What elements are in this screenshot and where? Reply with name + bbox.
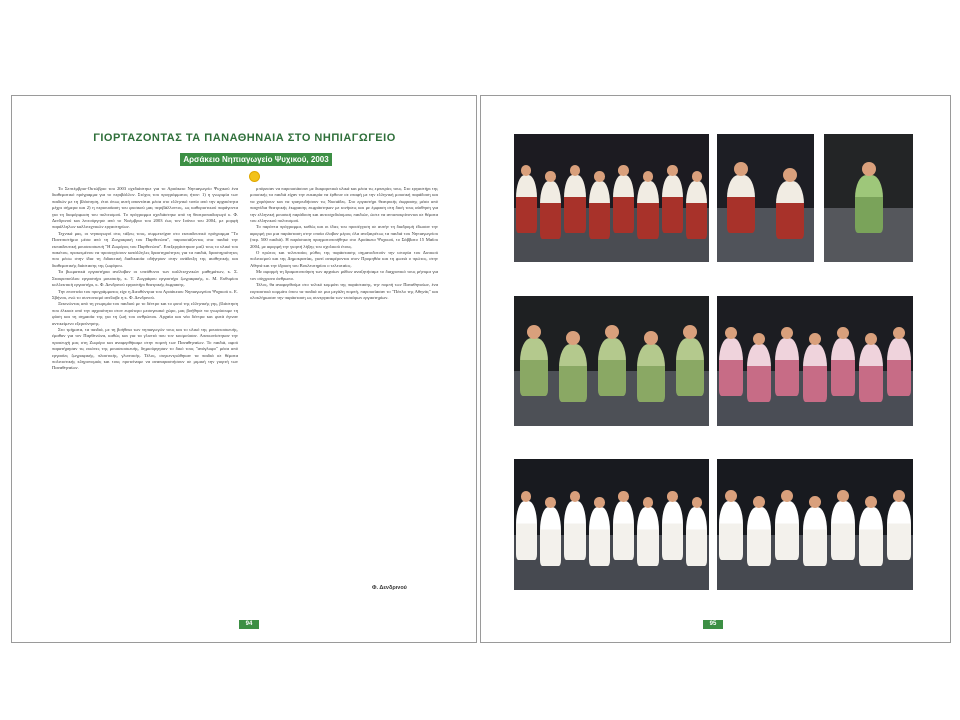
dancer-figure xyxy=(719,501,743,560)
dancer-figure xyxy=(803,507,827,566)
left-column-1 xyxy=(52,186,238,606)
dancer-figure xyxy=(686,507,707,566)
dancer-figure xyxy=(637,344,665,403)
dancer-head xyxy=(566,331,580,345)
page-number-left: 94 xyxy=(239,620,259,629)
dancer-head xyxy=(570,491,581,502)
photo-children-in-white-tunics-row xyxy=(717,459,913,590)
dancer-head xyxy=(692,497,703,508)
dancer-figure xyxy=(887,501,911,560)
dancer-head xyxy=(837,490,849,502)
left-column-2 xyxy=(250,186,438,606)
photo-dancers-in-green-costumes xyxy=(514,296,709,426)
dancer-figure xyxy=(564,175,585,233)
dancer-figure xyxy=(613,175,634,233)
dancer-figure xyxy=(803,344,827,403)
photo-girls-in-red-costumes-group xyxy=(514,134,709,262)
dancer-head xyxy=(865,496,877,508)
dancer-head xyxy=(618,165,629,176)
dancer-head xyxy=(545,171,556,182)
magazine-spread xyxy=(11,95,951,643)
dancer-figure xyxy=(831,338,855,397)
dancer-figure xyxy=(613,501,634,560)
dancer-head xyxy=(809,496,821,508)
dancer-head xyxy=(753,333,765,345)
dancer-head xyxy=(570,165,581,176)
dancer-figure xyxy=(540,181,561,239)
dancer-figure xyxy=(747,344,771,403)
dancer-head xyxy=(893,490,905,502)
dancer-figure xyxy=(637,507,658,566)
right-page xyxy=(480,95,951,643)
dancer-figure xyxy=(662,175,683,233)
dancer-head xyxy=(683,325,697,339)
left-page xyxy=(11,95,477,643)
dancer-head xyxy=(781,490,793,502)
dancer-figure xyxy=(776,181,804,239)
dancer-figure xyxy=(516,501,537,560)
paragraph: Την εποπτεία του προγράμματος είχε η Διευθύντρια του Αρσάκειου Νηπιαγωγείου Ψυχικού κ. Ε. Σβήνου, ενώ το συντονισμό ανέλαβε η κ. Φ. Δενδρινού. xyxy=(52,288,238,300)
dancer-head xyxy=(781,327,793,339)
dancer-figure xyxy=(887,338,911,397)
dancer-head xyxy=(545,497,556,508)
dancer-head xyxy=(692,171,703,182)
sun-icon xyxy=(250,172,259,181)
paragraph: μπόρεσαν να παρουσιάσουν με διαφορετικά υλικά και μέσα τις εμπειρίες τους. Στο εργαστήρι της μουσικής τα παιδιά είχαν την ευκαιρία να έρθουν σε επαφή με την ελληνική μουσική παράδοση και να χορέψουν και να τραγουδήσουν τις Νυσιάδες. Στο εργαστήρι θεατρικής έκφρασης μέσα από παιχνίδια θεατρικής έκφρασης εκφράστηκαν με κινήσεις και με έμφαση στη δική τους αίσθηση για την ελληνική μουσική παράδοση και αυτοσχεδιάσμους παιδιών, ώστε να ανταποκρίνονται σε θέματα του ελληνικού πολιτισμού. xyxy=(250,186,438,224)
dancer-figure xyxy=(775,501,799,560)
paragraph: Ο πρώτος και τελευταίος μύθος της παράστασης σηματοδοτούν την ιστορία του Δυτικού πολιτισμού και της Δημοκρατίας, γιατί αναφέρονται στον Προμηθέα και τη φωτιά ο πρώτος, στην Αθηνά και την ίδρυση του Βουλευτηρίου ο τελευταίος. xyxy=(250,250,438,268)
dancer-head xyxy=(734,162,748,176)
dancer-figure xyxy=(775,338,799,397)
author-signature: Φ. Δενδρινού xyxy=(372,585,407,591)
dancer-head xyxy=(667,491,678,502)
paragraph: Το Σεπτέμβριο-Οκτώβριο του 2003 σχεδιάστηκε για το Αρσάκειο Νηπιαγωγείο Ψυχικού ένα διαθεματικό πρόγραμμα για το περιβάλλον. Στόχος του προγράμματος ήταν: 1) η γνωριμία των παιδιών με τη βλάστηση, έτσι όπως αυτή απαντάται μέσα στο ελληνικό τοπίο από την αρχαιότητα μέχρι σήμερα και 2) η περιουσίαση του φυσικού μας περιβάλλοντος, ως καθοριστικού παράγοντα για τη διαμόρφωση του πολιτισμού. Το πρόγραμμα σχεδιάστηκε από τη θεατροπαιδαγωγό κ. Φ. Δενδρινού και λειτούργησε από το Νοέμβριο του 2003 έως τον Ιούνιο του 2004, με μορφή παράλληλων καλλιτεχνικών εργαστηρίων. xyxy=(52,186,238,230)
dancer-figure xyxy=(589,181,610,239)
dancer-figure xyxy=(516,175,537,233)
photo-dancers-in-pink-floral-costumes xyxy=(717,296,913,426)
dancer-head xyxy=(644,331,658,345)
dancer-figure xyxy=(686,181,707,239)
dancer-head xyxy=(725,327,737,339)
dancer-head xyxy=(618,491,629,502)
dancer-head xyxy=(862,162,876,176)
photo-girl-in-leaf-costume-arms-up xyxy=(824,134,913,262)
paragraph: Ξεκινώντας από τη γνωριμία του παιδιού με το δέντρο και το φυτό της ελληνικής γης, βλάστηση που έλκυσε από την αρχαιότητα στον ευρύτερο μεσογειακό χώρο, μας βοήθησε να γνωρίσουμε τη φύση και τη σημασία της για τη ζωή του ανθρώπου. Αρχαία και νέα δέντρα και φυτά έγιναν αντικείμενο εξερεύνησης. xyxy=(52,301,238,326)
dancer-figure xyxy=(520,338,548,397)
dancer-head xyxy=(753,496,765,508)
paragraph: Στο τμήματα, τα παιδιά, με τη βοήθεια των νηπιαγωγών τους και το υλικό της μουσειοσκευής, έμαθαν για τον Παρθενώνα, καθώς και για τα γλυπτά που τον κοσμούσαν. Απεικονίστηκαν την προσευχή μας στη Ζωφόρο και αναφερθήκαμε στην πομπή των Παναθηναίων. Το παιδιά, αφού παρατήρησαν τις εικόνες της μουσειοσκευής, δημιούργησαν το δικό τους "ανάγλυφο" μέσα από εργασίες ζωγραφικής, πλαστικής, γλυπτικής. Τέλος, συγκεντρώθηκαν τα παιδιά σε θέματα πολιτιστικής κληρονομιάς και τους προτείναμε να αναπαραστήσουν σε μιμική την γιορτή των Παναθηναίων. xyxy=(52,326,238,371)
dancer-figure xyxy=(831,501,855,560)
dancer-figure xyxy=(859,507,883,566)
dancer-figure xyxy=(747,507,771,566)
paragraph: Με αφορμή τη δραματοποίηση των αρχαίων μύθων αναζητήσαμε το διαχρονικό τους μήνυμα για τον σύγχρονο άνθρωπο. xyxy=(250,269,438,281)
dancer-figure xyxy=(637,181,658,239)
dancer-figure xyxy=(662,501,683,560)
article-subtitle: Αρσάκειο Νηπιαγωγείο Ψυχικού, 2003 xyxy=(180,153,332,166)
page-number-right: 95 xyxy=(703,620,723,629)
dancer-head xyxy=(783,168,797,182)
dancer-figure xyxy=(676,338,704,397)
dancer-figure xyxy=(719,338,743,397)
paragraph: Τεχνικά μας, οι νηπιαγωγοί στις τάξεις τους, συμμετείχαν στο εκπαιδευτικό πρόγραμμα "Το Πανεπιστήμιο μέσα από τη Ζωγραφική του Παρθενώνα", παρουσιάζοντας στα παιδιά την εκπαιδευτική μουσειοσκευή "Η Ζωφόρος του Παρθενώνα". Επεξεργάστηκαν μαζί τους το υλικό του πακέτου, προκειμένου να προσεγγίσουν κατάλληλες δραστηριότητες για τα παιδιά, δραστηριότητες που μέσω στην ίδια τη διδακτική διαδικασία οδήγησαν στην ανάδειξη της αισθητικής και διαθεματικής διάστασης της ζωφόρου. xyxy=(52,230,238,268)
dancer-figure xyxy=(540,507,561,566)
dancer-head xyxy=(527,325,541,339)
dancer-head xyxy=(837,327,849,339)
dancer-figure xyxy=(859,344,883,403)
photo-children-in-white-tunics-with-cloth xyxy=(514,459,709,590)
dancer-head xyxy=(594,497,605,508)
paragraph: Τέλος, θα αναφερθούμε στο τελικό κομμάτι της παράστασης, την πομπή των Παναθηναίων, ένα εορταστικό κομμάτι όπου τα παιδιά σε μια μεγάλη πομπή, παρουσίασαν το "Πέπλο της Αθηνάς" και ολοκλήρωσαν την παράσταση ως συνεργασία των τεσσάρων εργαστηρίων. xyxy=(250,282,438,300)
dancer-figure xyxy=(564,501,585,560)
dancer-head xyxy=(725,490,737,502)
dancer-figure xyxy=(559,344,587,403)
dancer-figure xyxy=(727,175,755,233)
dancer-head xyxy=(893,327,905,339)
dancer-head xyxy=(667,165,678,176)
photo-two-girls-in-red-costumes xyxy=(717,134,814,262)
dancer-figure xyxy=(855,175,883,233)
dancer-head xyxy=(809,333,821,345)
dancer-figure xyxy=(598,338,626,397)
paragraph: Το παρόντα πρόγραμμα, καθώς και οι ίδιες του προσέγγιση σε αυτήν τη διαδρομή έδωσαν την αφορμή για μια παράσταση στην οποία έλαβαν μέρος όλα ανεξαιρέτως τα παιδιά του Νηπιαγωγείου (περ. 500 παιδιά). Η παράσταση πραγματοποιήθηκε στο Αρσάκειο Ψυχικού, το Σάββατο 15 Μαΐου 2004, με αφορμή την γιορτή λήξης του σχολικού έτους. xyxy=(250,224,438,249)
dancer-head xyxy=(865,333,877,345)
dancer-figure xyxy=(589,507,610,566)
paragraph: Τα βιωματικά εργαστήρια ανέλαβαν οι υπεύθυνοι των καλλιτεχνικών μαθημάτων, κ. Σ. Σταυροπούλου εργαστήρι μουσικής, κ. Τ. Ζωγράφου εργαστήρι ζωγραφικής, κ. Μ. Ευθυμίου κολλεκτική εργαστήρι, κ. Φ. Δενδρινού εργαστήρι θεατρικής έκφρασης. xyxy=(52,269,238,288)
dancer-head xyxy=(594,171,605,182)
dancer-head xyxy=(605,325,619,339)
article-title: ΓΙΟΡΤΑΖΟΝΤΑΣ ΤΑ ΠΑΝΑΘΗΝΑΙΑ ΣΤΟ ΝΗΠΙΑΓΩΓΕΙΟ xyxy=(93,132,396,144)
